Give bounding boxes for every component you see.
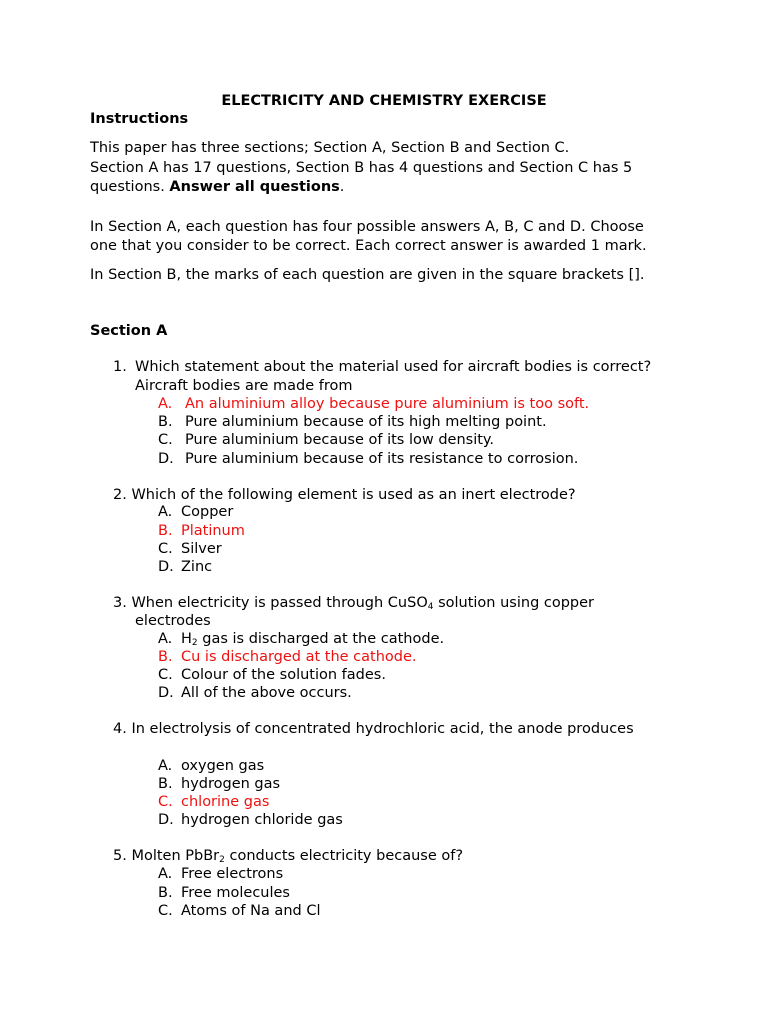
option-text: All of the above occurs.: [181, 685, 352, 701]
option-letter: A.: [158, 631, 173, 647]
option-letter: A.: [158, 396, 173, 412]
instructions-para-2-line-2: one that you consider to be correct. Each correct answer is awarded 1 mark.: [90, 238, 647, 254]
instructions-heading: Instructions: [90, 111, 189, 127]
option-text: hydrogen gas: [181, 776, 281, 792]
question-2-option-d: [158, 558, 212, 576]
question-4-option-d: [158, 811, 343, 829]
option-letter: D.: [158, 451, 174, 467]
question-4-number: 4.: [113, 721, 127, 737]
question-3-option-c: [158, 666, 386, 684]
option-text-post: gas is discharged at the cathode.: [197, 631, 445, 647]
question-3-option-b: [158, 648, 417, 666]
instructions-line-2: Section A has 17 questions, Section B has 4 questions and Section C has 5: [90, 160, 633, 176]
question-3-option-a: [158, 630, 444, 648]
option-text-pre: H: [181, 631, 192, 647]
question-3-text-pre: When electricity is passed through CuSO: [131, 595, 428, 611]
option-letter: D.: [158, 812, 174, 828]
option-text: Platinum: [181, 523, 245, 539]
question-5-line: [113, 847, 463, 865]
question-2-text: Which of the following element is used as an inert electrode?: [131, 487, 576, 503]
instructions-para-3: In Section B, the marks of each question are given in the square brackets [].: [90, 267, 645, 283]
answer-all-questions-emphasis: Answer all questions: [169, 179, 340, 195]
option-text: Free molecules: [181, 885, 290, 901]
question-3-option-d: [158, 684, 352, 702]
option-letter: B.: [158, 885, 173, 901]
question-3-text-line-2: electrodes: [135, 613, 211, 629]
question-3-text-post: solution using copper: [433, 595, 595, 611]
option-text: Cu is discharged at the cathode.: [181, 649, 417, 665]
option-text: Atoms of Na and Cl: [181, 903, 321, 919]
option-letter: C.: [158, 432, 173, 448]
option-letter: B.: [158, 523, 173, 539]
option-text: Free electrons: [181, 866, 284, 882]
option-text: Pure aluminium because of its low density.: [185, 432, 495, 448]
option-subscript: 2: [191, 638, 198, 648]
instructions-para-2-line-1: In Section A, each question has four possible answers A, B, C and D. Choose: [90, 219, 644, 235]
question-4-text: In electrolysis of concentrated hydrochloric acid, the anode produces: [131, 721, 634, 737]
question-1-text-line-1: Which statement about the material used for aircraft bodies is correct?: [135, 359, 652, 375]
option-text: Zinc: [181, 559, 213, 575]
document-title: ELECTRICITY AND CHEMISTRY EXERCISE: [221, 93, 547, 109]
option-text: oxygen gas: [181, 758, 265, 774]
option-letter: D.: [158, 559, 174, 575]
question-5-subscript: 2: [219, 855, 225, 865]
question-2-line: [113, 486, 576, 504]
option-text: Colour of the solution fades.: [181, 667, 386, 683]
question-5-text-pre: Molten PbBr: [131, 848, 220, 864]
question-5-option-c: [158, 902, 320, 920]
option-letter: C.: [158, 667, 173, 683]
question-4-option-b: [158, 775, 280, 793]
option-letter: D.: [158, 685, 174, 701]
question-5-text-post: conducts electricity because of?: [224, 848, 464, 864]
option-letter: C.: [158, 903, 173, 919]
option-text: An aluminium alloy because pure aluminium is too soft.: [185, 396, 590, 412]
question-1-option-a: [158, 395, 589, 413]
instructions-line-3-post: .: [339, 179, 345, 195]
question-5-option-b: [158, 884, 290, 902]
instructions-line-1: This paper has three sections; Section A, Section B and Section C.: [90, 140, 570, 156]
option-letter: C.: [158, 794, 173, 810]
question-3-number: 3.: [113, 595, 127, 611]
question-2-option-c: [158, 540, 222, 558]
option-letter: B.: [158, 776, 173, 792]
option-letter: A.: [158, 504, 173, 520]
question-4-option-c: [158, 793, 269, 811]
question-2-option-b: [158, 522, 245, 540]
question-5-number: 5.: [113, 848, 127, 864]
question-2-option-a: [158, 503, 233, 521]
option-letter: B.: [158, 649, 173, 665]
option-text: Pure aluminium because of its resistance to corrosion.: [185, 451, 579, 467]
question-4-option-a: [158, 757, 264, 775]
question-2-number: 2.: [113, 487, 127, 503]
question-1-text-line-2: Aircraft bodies are made from: [135, 378, 353, 394]
question-3-line-1: [113, 594, 594, 612]
question-1-option-c: [158, 431, 494, 449]
option-text: hydrogen chloride gas: [181, 812, 343, 828]
option-text: Pure aluminium because of its high melting point.: [185, 414, 547, 430]
instructions-line-3-pre: questions.: [90, 179, 170, 195]
option-letter: A.: [158, 866, 173, 882]
section-a-heading: Section A: [90, 323, 168, 339]
question-5-option-a: [158, 865, 283, 883]
question-4-line: [113, 720, 634, 738]
question-1-number: 1.: [113, 359, 127, 375]
option-letter: C.: [158, 541, 173, 557]
option-letter: A.: [158, 758, 173, 774]
question-3-subscript: 4: [427, 602, 434, 612]
instructions-line-3: [90, 178, 344, 196]
option-text: Silver: [181, 541, 222, 557]
question-1-option-d: [158, 450, 578, 468]
question-1-option-b: [158, 413, 547, 431]
option-text: chlorine gas: [181, 794, 270, 810]
option-letter: B.: [158, 414, 173, 430]
option-text: Copper: [181, 504, 234, 520]
